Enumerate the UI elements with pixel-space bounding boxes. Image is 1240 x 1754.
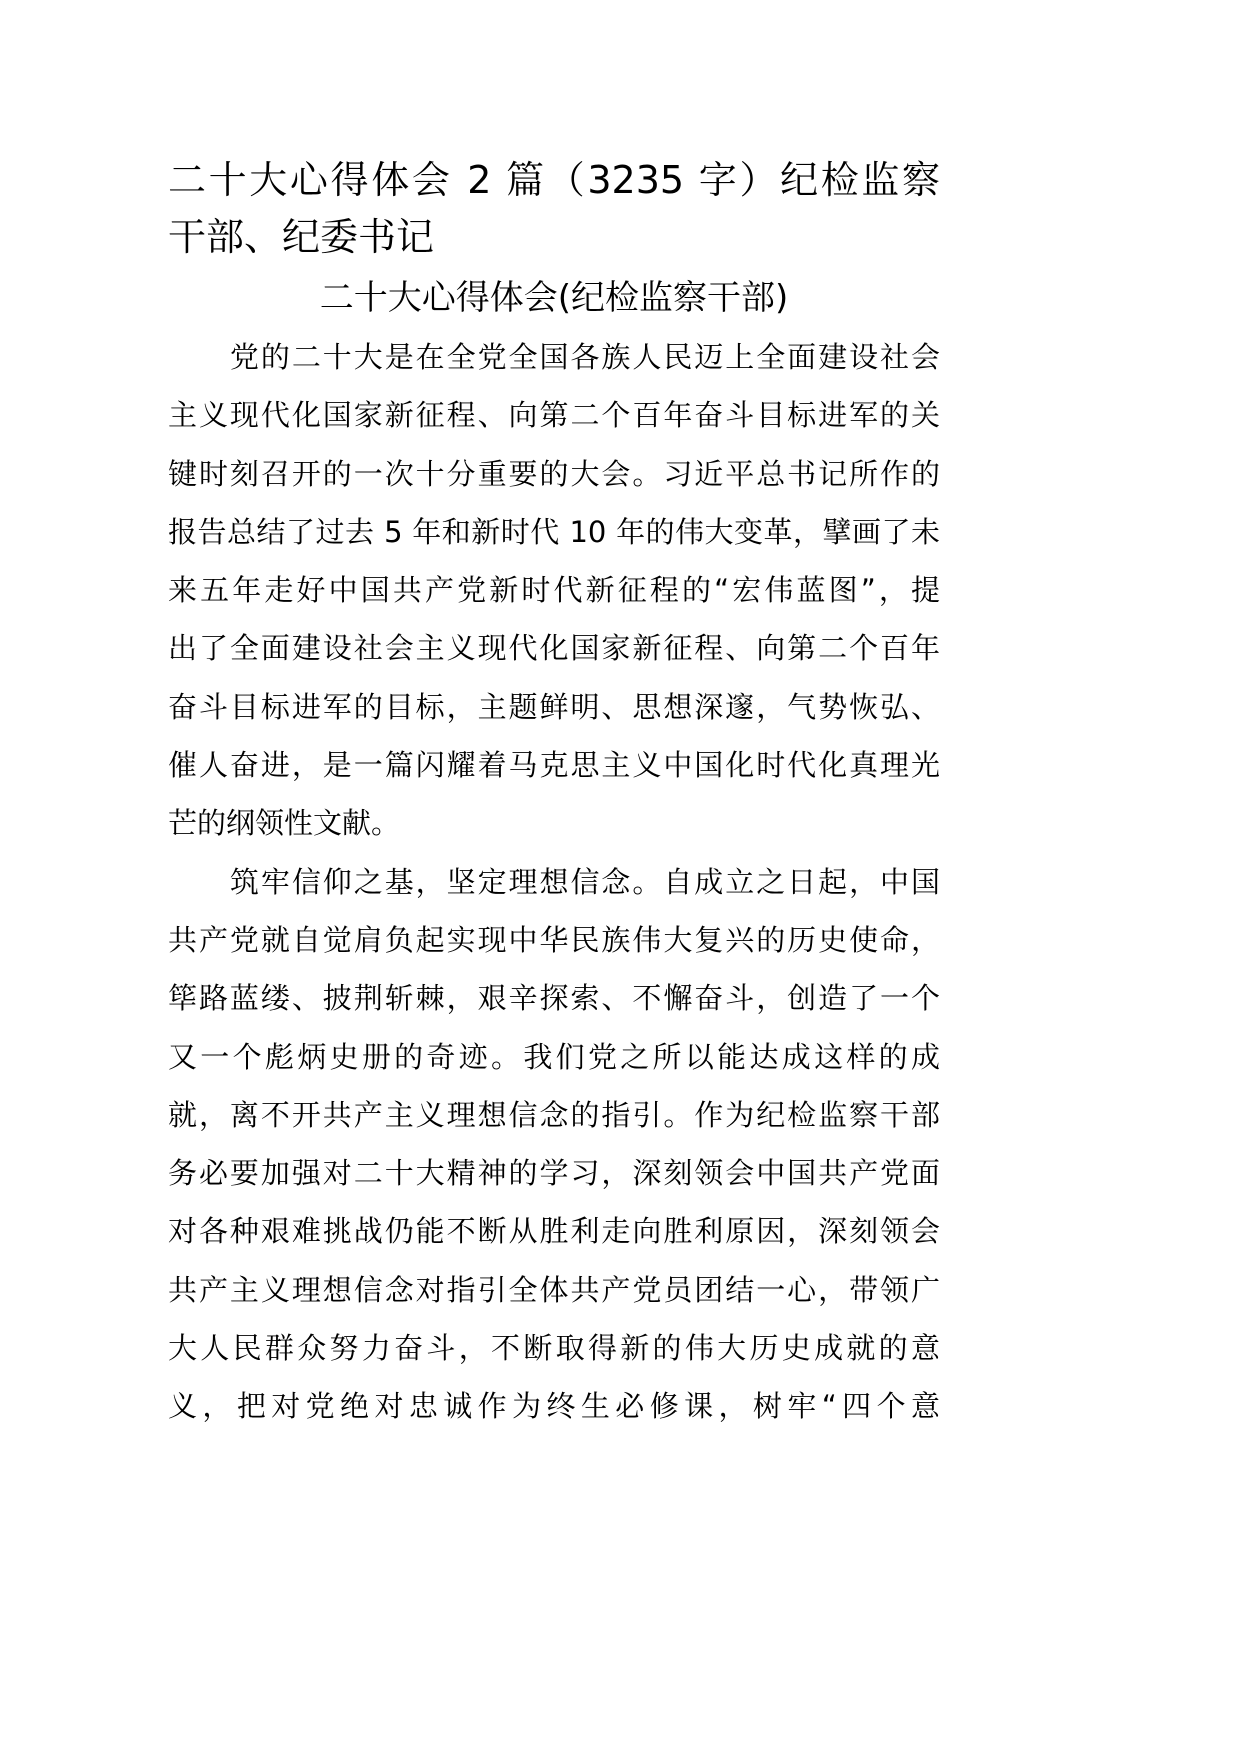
paragraph: [168, 853, 940, 1436]
document-subtitle: 二十大心得体会(纪检监察干部): [319, 278, 789, 318]
document-title: [168, 152, 940, 266]
paragraph-line: 又一个彪炳史册的奇迹。我们党之所以能达成这样的成: [168, 1039, 940, 1074]
paragraph-line: 催人奋进，是一篇闪耀着马克思主义中国化时代化真理光: [168, 748, 940, 783]
paragraph-line: 筑牢信仰之基，坚定理想信念。自成立之日起，中国: [168, 864, 940, 899]
paragraph-line: 出了全面建设社会主义现代化国家新征程、向第二个百年: [168, 631, 940, 666]
paragraph-line: 就，离不开共产主义理想信念的指引。作为纪检监察干部: [168, 1097, 940, 1132]
document-page: [168, 152, 940, 1436]
paragraph-line: 党的二十大是在全党全国各族人民迈上全面建设社会: [168, 340, 940, 374]
paragraph-line: 大人民群众努力奋斗，不断取得新的伟大历史成就的意: [168, 1331, 940, 1366]
paragraph-line: 务必要加强对二十大精神的学习，深刻领会中国共产党面: [168, 1156, 940, 1191]
paragraph-line: 共产主义理想信念对指引全体共产党员团结一心，带领广: [168, 1272, 940, 1307]
title-line: 干部、纪委书记: [168, 215, 435, 259]
document-body: [168, 328, 940, 1436]
title-line: 二十大心得体会 2 篇（3235 字）纪检监察: [168, 158, 940, 202]
paragraph-line: 主义现代化国家新征程、向第二个百年奋斗目标进军的关: [168, 398, 940, 433]
paragraph-line: 芒的纲领性文献。: [168, 806, 401, 841]
paragraph-line: 键时刻召开的一次十分重要的大会。习近平总书记所作的: [168, 456, 940, 491]
paragraph-line: 筚路蓝缕、披荆斩棘，艰辛探索、不懈奋斗，创造了一个: [168, 981, 940, 1016]
paragraph: [168, 328, 940, 853]
paragraph-line: 义，把对党绝对忠诚作为终生必修课，树牢“四个意: [168, 1389, 940, 1424]
paragraph-line: 对各种艰难挑战仍能不断从胜利走向胜利原因，深刻领会: [168, 1214, 940, 1249]
paragraph-line: 奋斗目标进军的目标，主题鲜明、思想深邃，气势恢弘、: [168, 689, 940, 724]
paragraph-line: 报告总结了过去 5 年和新时代 10 年的伟大变革，擘画了未: [168, 514, 940, 549]
paragraph-line: 来五年走好中国共产党新时代新征程的“宏伟蓝图”，提: [168, 573, 940, 608]
paragraph-line: 共产党就自觉肩负起实现中华民族伟大复兴的历史使命，: [168, 922, 940, 957]
